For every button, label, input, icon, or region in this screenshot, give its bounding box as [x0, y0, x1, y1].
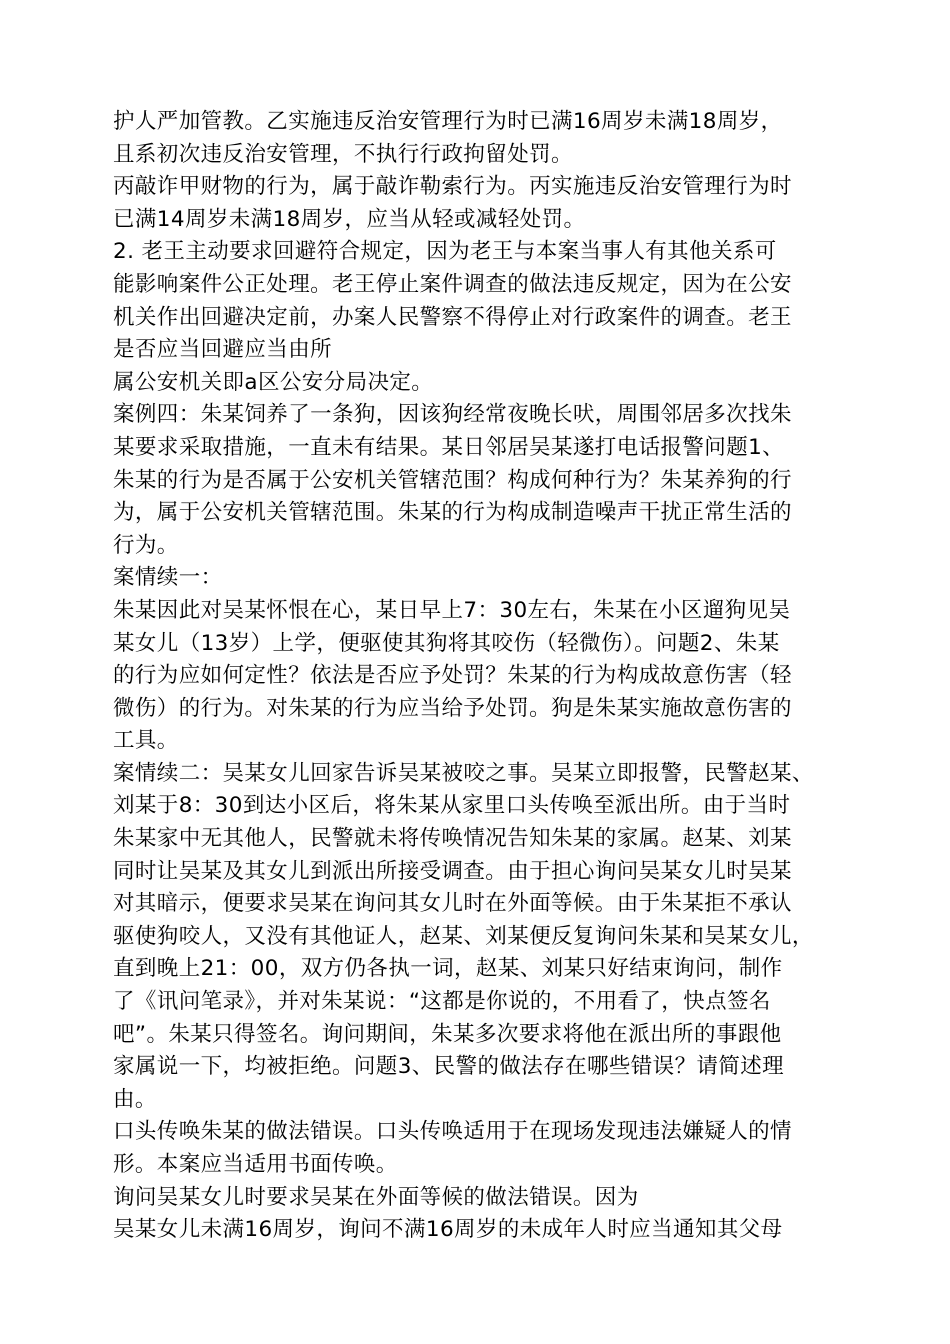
text-line: 了《讯问笔录》，并对朱某说：“这都是你说的，不用看了，快点签名: [113, 989, 771, 1015]
text-line: 属公安机关即a区公安分局决定。: [113, 369, 434, 395]
text-line: 朱某因此对吴某怀恨在心，某日早上7：30左右，朱某在小区遛狗见吴: [113, 597, 791, 623]
text-line: 吴某女儿未满16周岁，询问不满16周岁的未成年人时应当通知其父母: [113, 1217, 783, 1243]
text-line: 某要求采取措施，一直未有结果。某日邻居吴某遂打电话报警问题1、: [113, 434, 785, 460]
text-line: 口头传唤朱某的做法错误。口头传唤适用于在现场发现违法嫌疑人的情: [113, 1119, 792, 1145]
text-line: 案情续二：吴某女儿回家告诉吴某被咬之事。吴某立即报警，民警赵某、: [113, 760, 814, 786]
text-line: 朱某家中无其他人，民警就未将传唤情况告知朱某的家属。赵某、刘某: [113, 826, 792, 852]
text-line: 案例四：朱某饲养了一条狗，因该狗经常夜晚长吠，周围邻居多次找朱: [113, 402, 792, 428]
text-line: 2. 老王主动要求回避符合规定，因为老王与本案当事人有其他关系可: [113, 239, 777, 265]
text-line: 行为。: [113, 532, 179, 558]
text-line: 形。本案应当适用书面传唤。: [113, 1152, 398, 1177]
text-line: 直到晚上21：00，双方仍各执一词，赵某、刘某只好结束询问，制作: [113, 956, 783, 982]
text-line: 丙敲诈甲财物的行为，属于敲诈勒索行为。丙实施违反治安管理行为时: [113, 174, 792, 200]
text-line: 驱使狗咬人，又没有其他证人，赵某、刘某便反复询问朱某和吴某女儿，: [113, 923, 814, 949]
document-body: [113, 106, 848, 1247]
text-line: 刘某于8：30到达小区后，将朱某从家里口头传唤至派出所。由于当时: [113, 793, 791, 819]
text-line: 同时让吴某及其女儿到派出所接受调查。由于担心询问吴某女儿时吴某: [113, 858, 792, 884]
text-line: 工具。: [113, 728, 179, 754]
text-line: 能影响案件公正处理。老王停止案件调查的做法违反规定，因为在公安: [113, 271, 792, 297]
text-line: 由。: [113, 1086, 157, 1112]
text-line: 询问吴某女儿时要求吴某在外面等候的做法错误。因为: [113, 1184, 639, 1210]
text-line: 家属说一下，均被拒绝。问题3、民警的做法存在哪些错误？请简述理: [113, 1054, 785, 1080]
text-line: 为，属于公安机关管辖范围。朱某的行为构成制造噪声干扰正常生活的: [113, 500, 792, 526]
text-line: 的行为应如何定性？依法是否应予处罚？朱某的行为构成故意伤害（轻: [113, 663, 792, 689]
text-line: 已满14周岁未满18周岁，应当从轻或减轻处罚。: [113, 206, 586, 232]
text-line: 护人严加管教。乙实施违反治安管理行为时已满16周岁未满18周岁，: [113, 109, 783, 134]
text-line: 吧”。朱某只得签名。询问期间，朱某多次要求将他在派出所的事跟他: [113, 1021, 782, 1047]
text-line: 是否应当回避应当由所: [113, 337, 333, 363]
text-line: 朱某的行为是否属于公安机关管辖范围？构成何种行为？朱某养狗的行: [113, 467, 792, 493]
text-line: 且系初次违反治安管理，不执行行政拘留处罚。: [113, 141, 573, 167]
text-line: 机关作出回避决定前，办案人民警察不得停止对行政案件的调查。老王: [113, 304, 792, 330]
text-line: 微伤）的行为。对朱某的行为应当给予处罚。狗是朱某实施故意伤害的: [113, 695, 792, 721]
text-line: 案情续一：: [113, 565, 223, 591]
text-line: 对其暗示，便要求吴某在询问其女儿时在外面等候。由于朱某拒不承认: [113, 891, 792, 917]
text-line: 某女儿（13岁）上学，便驱使其狗将其咬伤（轻微伤）。问题2、朱某: [113, 630, 780, 656]
